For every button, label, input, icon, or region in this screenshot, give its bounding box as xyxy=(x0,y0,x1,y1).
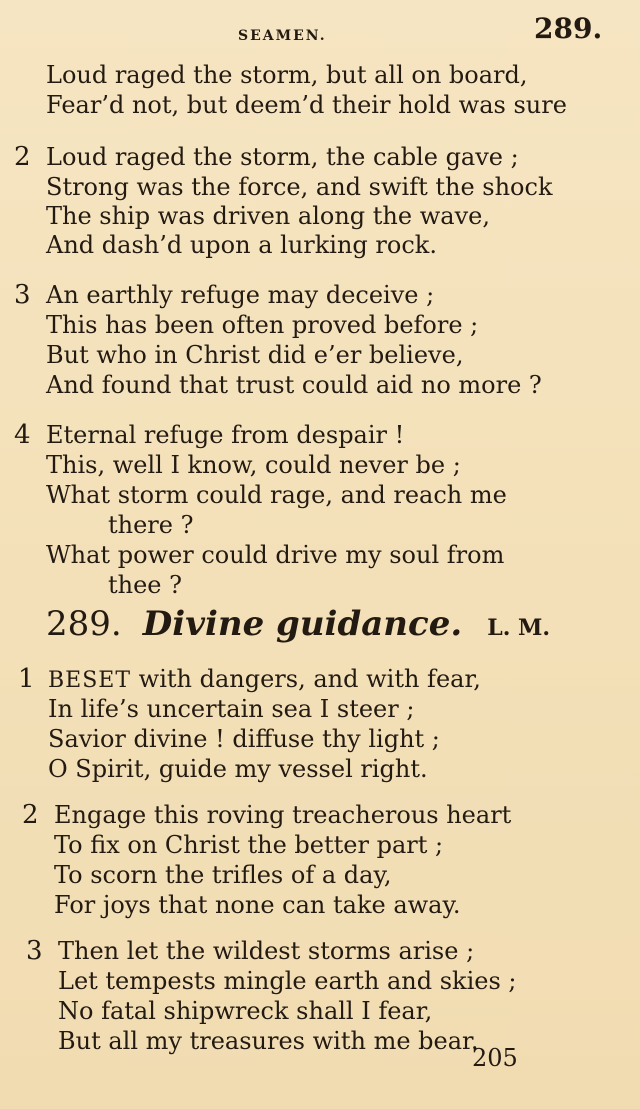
verse-line: This has been often proved before ; xyxy=(46,311,479,339)
continued-line: Fear’d not, but deem’d their hold was sure xyxy=(46,91,567,119)
verse-line: O Spirit, guide my vessel right. xyxy=(48,755,428,783)
verse-line: And dash’d upon a lurking rock. xyxy=(46,231,437,259)
verse-line: To fix on Christ the better part ; xyxy=(54,831,444,859)
verse-line: What storm could rage, and reach me xyxy=(46,481,507,509)
verse-line: Engage this roving treacherous heart xyxy=(54,801,512,829)
verse-line: Let tempests mingle earth and skies ; xyxy=(58,967,517,995)
hymn-heading xyxy=(46,604,550,644)
verse-line-turnover: there ? xyxy=(108,511,194,539)
verse-line xyxy=(48,664,481,696)
verse-line: And found that trust could aid no more ? xyxy=(46,371,542,399)
hymn-number: 289. xyxy=(46,604,122,644)
verse-line: Savior divine ! diffuse thy light ; xyxy=(48,725,440,753)
verse-line: But all my treasures with me bear. xyxy=(58,1027,479,1055)
verse-line: In life’s uncertain sea I steer ; xyxy=(48,695,415,723)
verse-line: This, well I know, could never be ; xyxy=(46,451,461,479)
verse-line: What power could drive my soul from xyxy=(46,541,505,569)
verse-line-turnover: thee ? xyxy=(108,571,183,599)
verse-line: Eternal refuge from despair ! xyxy=(46,421,405,449)
verse-line: An earthly refuge may deceive ; xyxy=(46,281,435,309)
stanza-number: 2 xyxy=(14,142,31,172)
stanza-number: 1 xyxy=(18,664,35,694)
first-word: BESET xyxy=(48,668,132,693)
hymn-number-header: 289. xyxy=(534,12,603,45)
stanza-number: 4 xyxy=(14,420,31,450)
stanza-number: 3 xyxy=(26,936,43,966)
hymn-meter: L. M. xyxy=(487,615,551,641)
verse-line: Loud raged the storm, the cable gave ; xyxy=(46,143,519,171)
stanza-number: 2 xyxy=(22,800,39,830)
first-line-rest: with dangers, and with fear, xyxy=(131,665,481,693)
verse-line: Then let the wildest storms arise ; xyxy=(58,937,475,965)
verse-line: To scorn the trifles of a day, xyxy=(54,861,392,889)
running-head: SEAMEN. xyxy=(238,28,327,44)
verse-line: The ship was driven along the wave, xyxy=(46,202,490,230)
folio-number: 205 xyxy=(472,1044,518,1072)
verse-line: No fatal shipwreck shall I fear, xyxy=(58,997,433,1025)
verse-line: But who in Christ did e’er believe, xyxy=(46,341,464,369)
verse-line: Strong was the force, and swift the shock xyxy=(46,173,553,201)
stanza-number: 3 xyxy=(14,280,31,310)
continued-line: Loud raged the storm, but all on board, xyxy=(46,61,528,89)
hymn-title: Divine guidance. xyxy=(142,604,463,644)
verse-line: For joys that none can take away. xyxy=(54,891,461,919)
